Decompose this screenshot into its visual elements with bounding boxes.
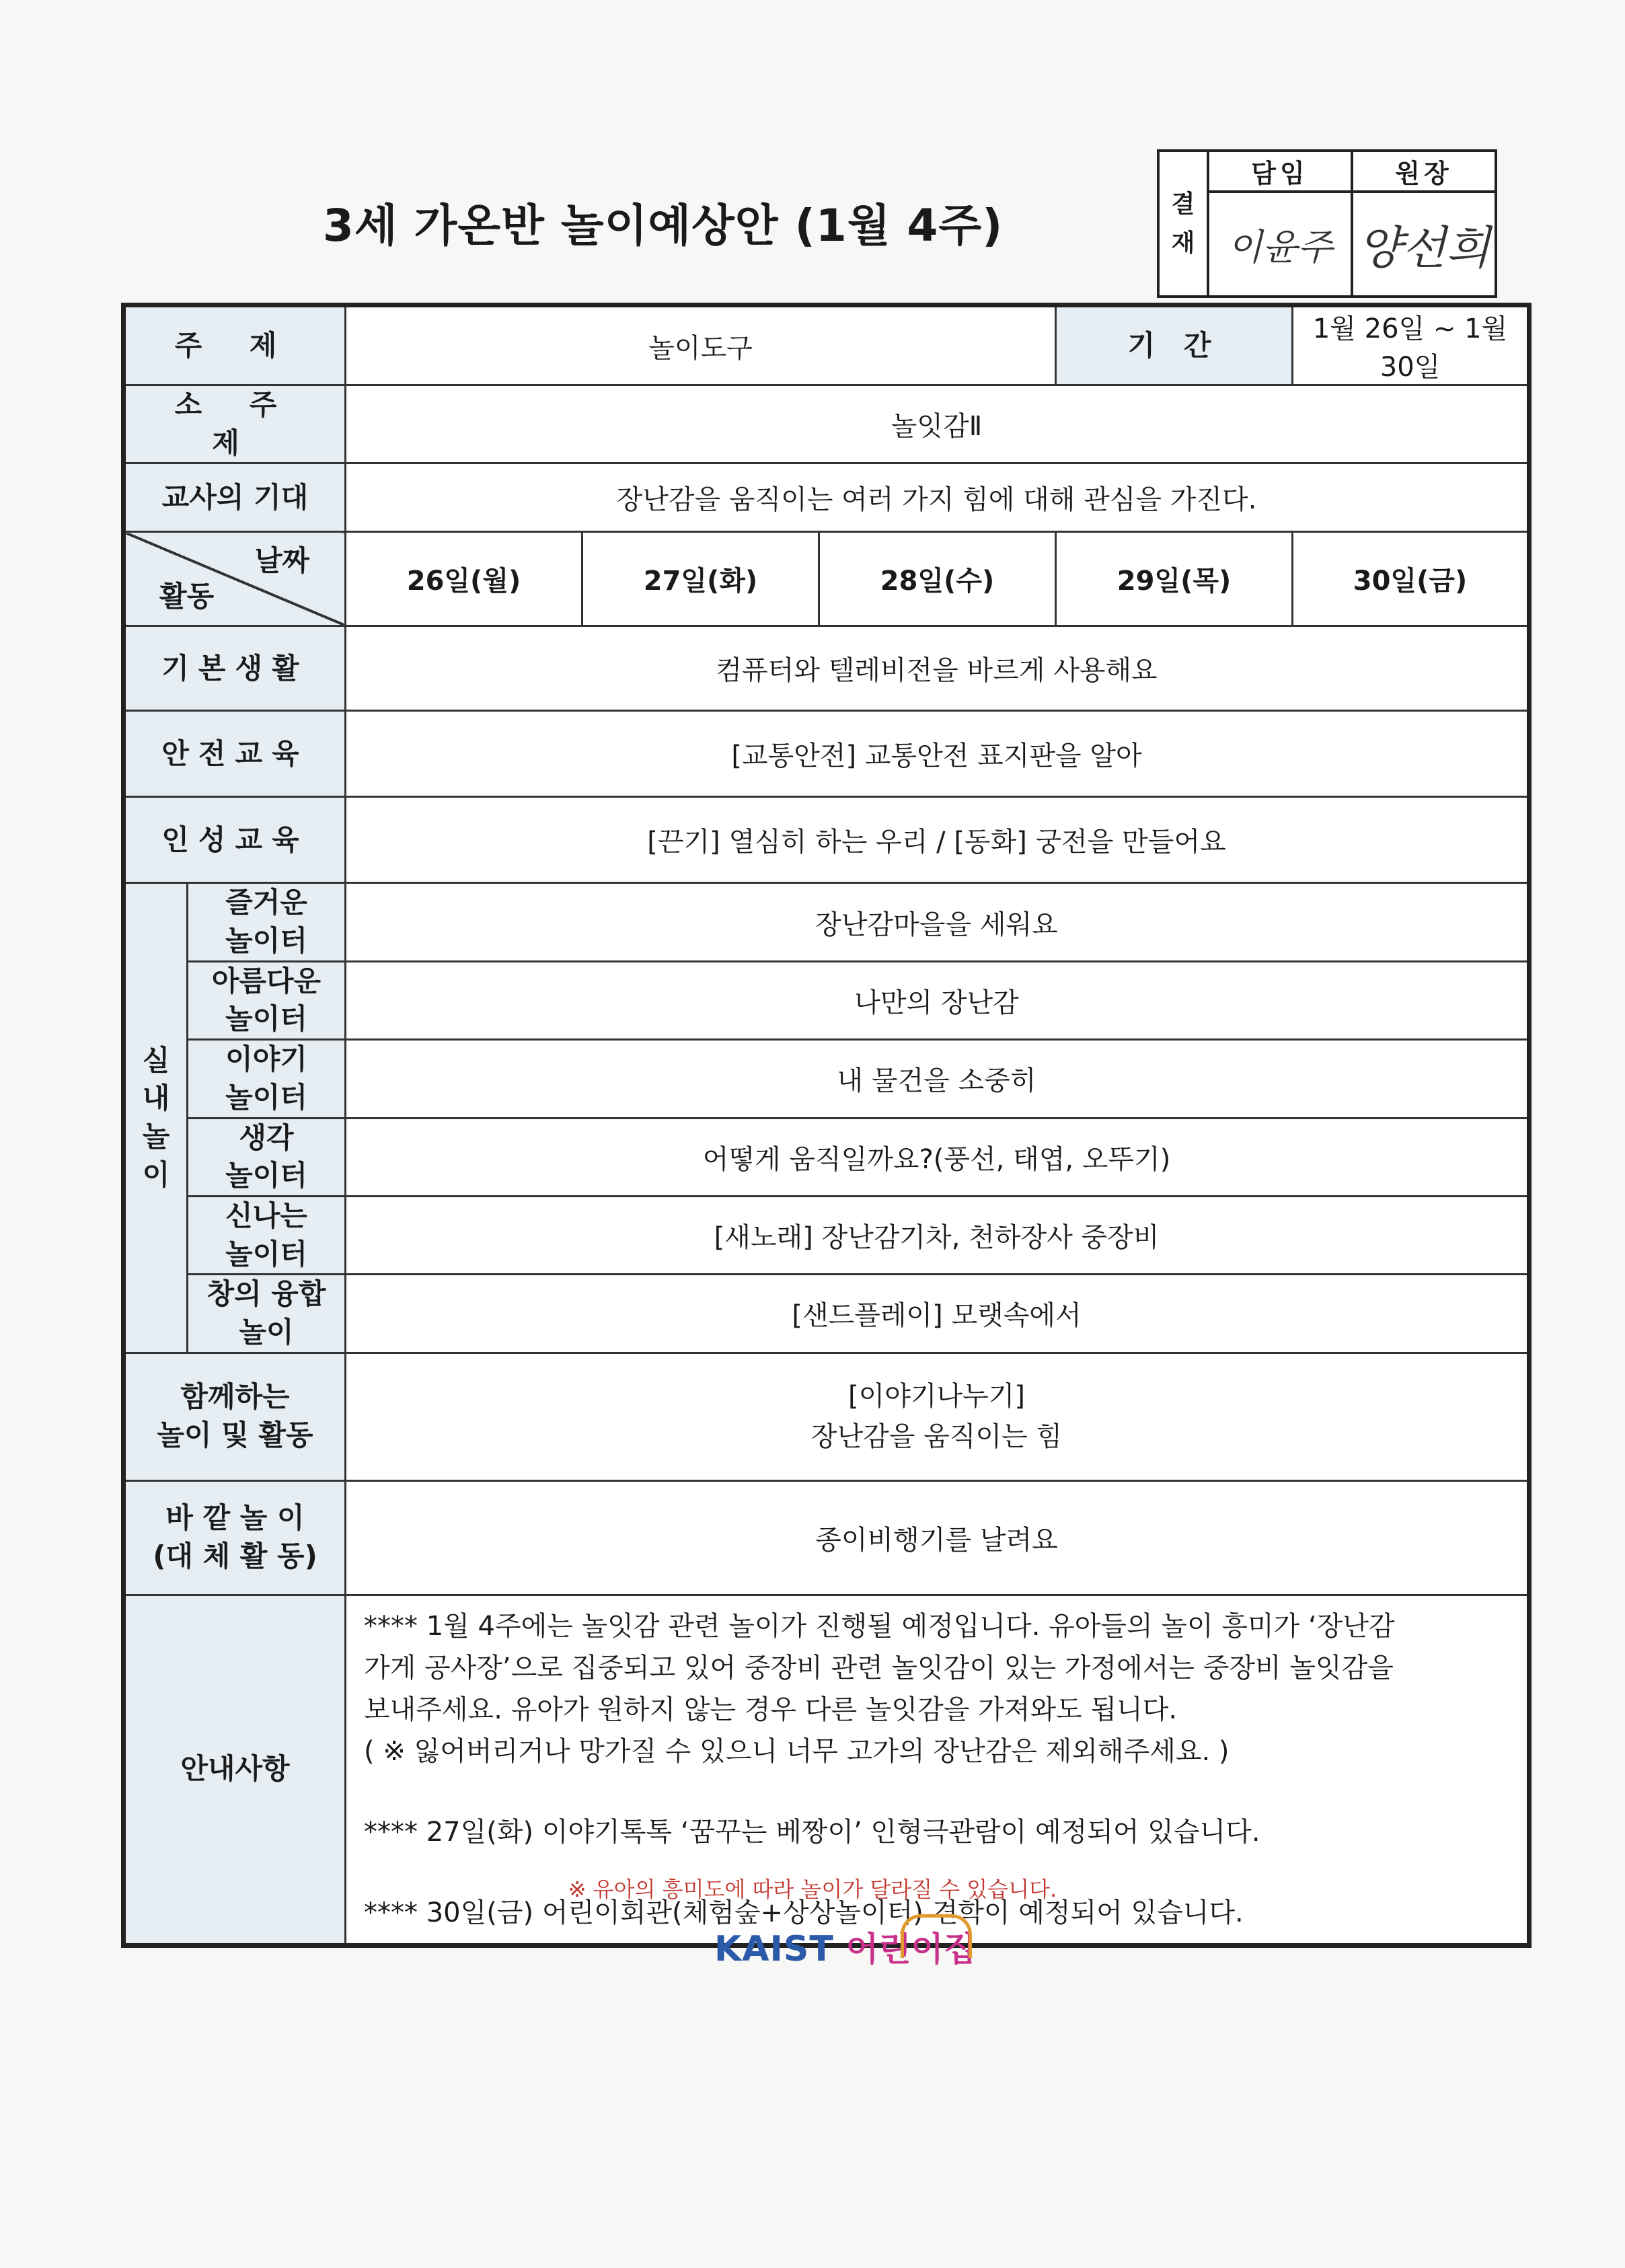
together-value-line1: [이야기나누기] xyxy=(847,1381,1026,1412)
approval-side-label xyxy=(1158,151,1208,297)
indoor-area-label xyxy=(188,1118,346,1196)
teacher-signature: 이윤주 xyxy=(1227,225,1333,268)
expectation-label: 교사의 기대 xyxy=(124,463,346,532)
notice-line: **** 27일(화) 이야기톡톡 ‘꿈꾸는 베짱이’ 인형극관람이 예정되어 있습니다. xyxy=(364,1816,1260,1848)
character-row xyxy=(124,797,1529,883)
together-label-line1: 함께하는 xyxy=(180,1380,290,1414)
indoor-area-line2: 놀이터 xyxy=(225,1159,307,1193)
indoor-area-line1: 생각 xyxy=(239,1121,294,1154)
indoor-label-char-4: 이 xyxy=(142,1158,170,1191)
day-thursday: 29일(목) xyxy=(1056,532,1293,626)
notice-line: 보내주세요. 유아가 원하지 않는 경우 다른 놀잇감을 가져와도 됩니다. xyxy=(364,1694,1178,1725)
indoor-area-label xyxy=(188,1275,346,1353)
indoor-row-6 xyxy=(124,1275,1529,1353)
expectation-value: 장난감을 움직이는 여러 가지 힘에 대해 관심을 가진다. xyxy=(346,463,1529,532)
teacher-signature-cell xyxy=(1208,192,1352,297)
date-header-label: 날짜 xyxy=(254,544,309,578)
together-value xyxy=(346,1353,1529,1480)
notice-line: **** 1월 4주에는 놀잇감 관련 놀이가 진행될 예정입니다. 유아들의 놀이 흥미가 ‘장난감 xyxy=(364,1610,1395,1642)
outdoor-label-line2: (대 체 활 동) xyxy=(153,1540,317,1573)
indoor-area-line2: 놀이터 xyxy=(225,1080,307,1114)
indoor-area-label xyxy=(188,1196,346,1274)
subtheme-value: 놀잇감Ⅱ xyxy=(346,385,1529,463)
day-monday: 26일(월) xyxy=(346,532,582,626)
indoor-area-label xyxy=(188,883,346,961)
indoor-area-line2: 놀이 xyxy=(239,1315,294,1349)
page-title: 3세 가온반 놀이예상안 (1월 4주) xyxy=(323,200,1004,252)
together-label-line2: 놀이 및 활동 xyxy=(157,1419,313,1452)
activity-header-label: 활동 xyxy=(159,579,215,613)
indoor-row-4 xyxy=(124,1118,1529,1196)
safety-row xyxy=(124,711,1529,797)
day-friday: 30일(금) xyxy=(1293,532,1529,626)
theme-value: 놀이도구 xyxy=(346,305,1056,385)
period-label: 기 간 xyxy=(1056,305,1293,385)
approval-side-bottom: 재 xyxy=(1171,229,1195,257)
indoor-area-line1: 즐거운 xyxy=(225,886,307,919)
indoor-area-line2: 놀이터 xyxy=(225,924,307,958)
plan-table xyxy=(121,303,1532,1948)
notice-line: ( ※ 잃어버리거나 망가질 수 있으니 너무 고가의 장난감은 제외해주세요. ) xyxy=(364,1735,1230,1767)
subtheme-row xyxy=(124,385,1529,463)
kaist-logo xyxy=(714,1922,976,1971)
indoor-area-line1: 아름다운 xyxy=(211,964,322,997)
subtheme-label: 소 주 제 xyxy=(124,385,346,463)
indoor-area-value: 어떻게 움직일까요?(풍선, 태엽, 오뚜기) xyxy=(346,1118,1529,1196)
basic-life-label: 기본생활 xyxy=(124,626,346,711)
together-value-line2: 장난감을 움직이는 힘 xyxy=(810,1421,1063,1453)
date-activity-header xyxy=(124,532,346,626)
indoor-label-char-3: 놀 xyxy=(142,1120,170,1153)
day-wednesday: 28일(수) xyxy=(819,532,1056,626)
outdoor-value: 종이비행기를 날려요 xyxy=(346,1480,1529,1595)
indoor-area-label xyxy=(188,1040,346,1118)
approval-side-top: 결 xyxy=(1171,190,1195,218)
expectation-row xyxy=(124,463,1529,532)
indoor-area-value: [새노래] 장난감기차, 천하장사 중장비 xyxy=(346,1196,1529,1274)
indoor-area-line1: 신나는 xyxy=(225,1199,307,1232)
basic-life-row xyxy=(124,626,1529,711)
together-label xyxy=(124,1353,346,1480)
indoor-area-line2: 놀이터 xyxy=(225,1002,307,1036)
indoor-area-line1: 이야기 xyxy=(225,1043,307,1076)
indoor-area-value: 장난감마을을 세워요 xyxy=(346,883,1529,961)
logo-brand: KAIST xyxy=(714,1929,834,1969)
outdoor-row xyxy=(124,1480,1529,1595)
indoor-area-line1: 창의 융합 xyxy=(206,1277,326,1311)
character-value: [끈기] 열심히 하는 우리 / [동화] 궁전을 만들어요 xyxy=(346,797,1529,883)
theme-label: 주 제 xyxy=(124,305,346,385)
indoor-row-2 xyxy=(124,961,1529,1039)
character-label: 인성교육 xyxy=(124,797,346,883)
indoor-label-char-1: 실 xyxy=(142,1043,170,1077)
indoor-row-1 xyxy=(124,883,1529,961)
approval-head-director: 원장 xyxy=(1352,151,1496,192)
notice-line: 가게 공사장’으로 집중되고 있어 중장비 관련 놀잇감이 있는 가정에서는 중장비 놀잇감을 xyxy=(364,1652,1394,1684)
outdoor-label xyxy=(124,1480,346,1595)
indoor-area-value: 나만의 장난감 xyxy=(346,961,1529,1039)
indoor-area-value: 내 물건을 소중히 xyxy=(346,1040,1529,1118)
notice-label: 안내사항 xyxy=(124,1595,346,1945)
outdoor-label-line1: 바 깥 놀 이 xyxy=(165,1501,305,1535)
approval-box xyxy=(1157,149,1497,298)
day-tuesday: 27일(화) xyxy=(582,532,819,626)
approval-head-teacher: 담임 xyxy=(1208,151,1352,192)
basic-life-value: 컴퓨터와 텔레비전을 바르게 사용해요 xyxy=(346,626,1529,711)
safety-label: 안전교육 xyxy=(124,711,346,797)
logo-name: 어린이집 xyxy=(845,1930,977,1969)
period-value: 1월 26일 ~ 1월 30일 xyxy=(1293,305,1529,385)
logo-roof-icon xyxy=(901,1914,972,1958)
director-signature: 양선희 xyxy=(1357,221,1490,275)
indoor-area-line2: 놀이터 xyxy=(225,1237,307,1271)
days-header-row xyxy=(124,532,1529,626)
indoor-row-3 xyxy=(124,1040,1529,1118)
notice-line: **** 30일(금) 어린이회관(체험숲+상상놀이터) 견학이 예정되어 있습니다. xyxy=(364,1897,1244,1928)
indoor-play-label xyxy=(124,883,188,1353)
safety-value: [교통안전] 교통안전 표지판을 알아 xyxy=(346,711,1529,797)
together-row xyxy=(124,1353,1529,1480)
indoor-area-label xyxy=(188,961,346,1039)
indoor-row-5 xyxy=(124,1196,1529,1274)
indoor-area-value: [샌드플레이] 모랫속에서 xyxy=(346,1275,1529,1353)
indoor-label-char-2: 내 xyxy=(142,1082,170,1115)
theme-row xyxy=(124,305,1529,385)
footnote: ※ 유아의 흥미도에 따라 놀이가 달라질 수 있습니다. xyxy=(568,1877,1057,1902)
director-signature-cell xyxy=(1352,192,1496,297)
